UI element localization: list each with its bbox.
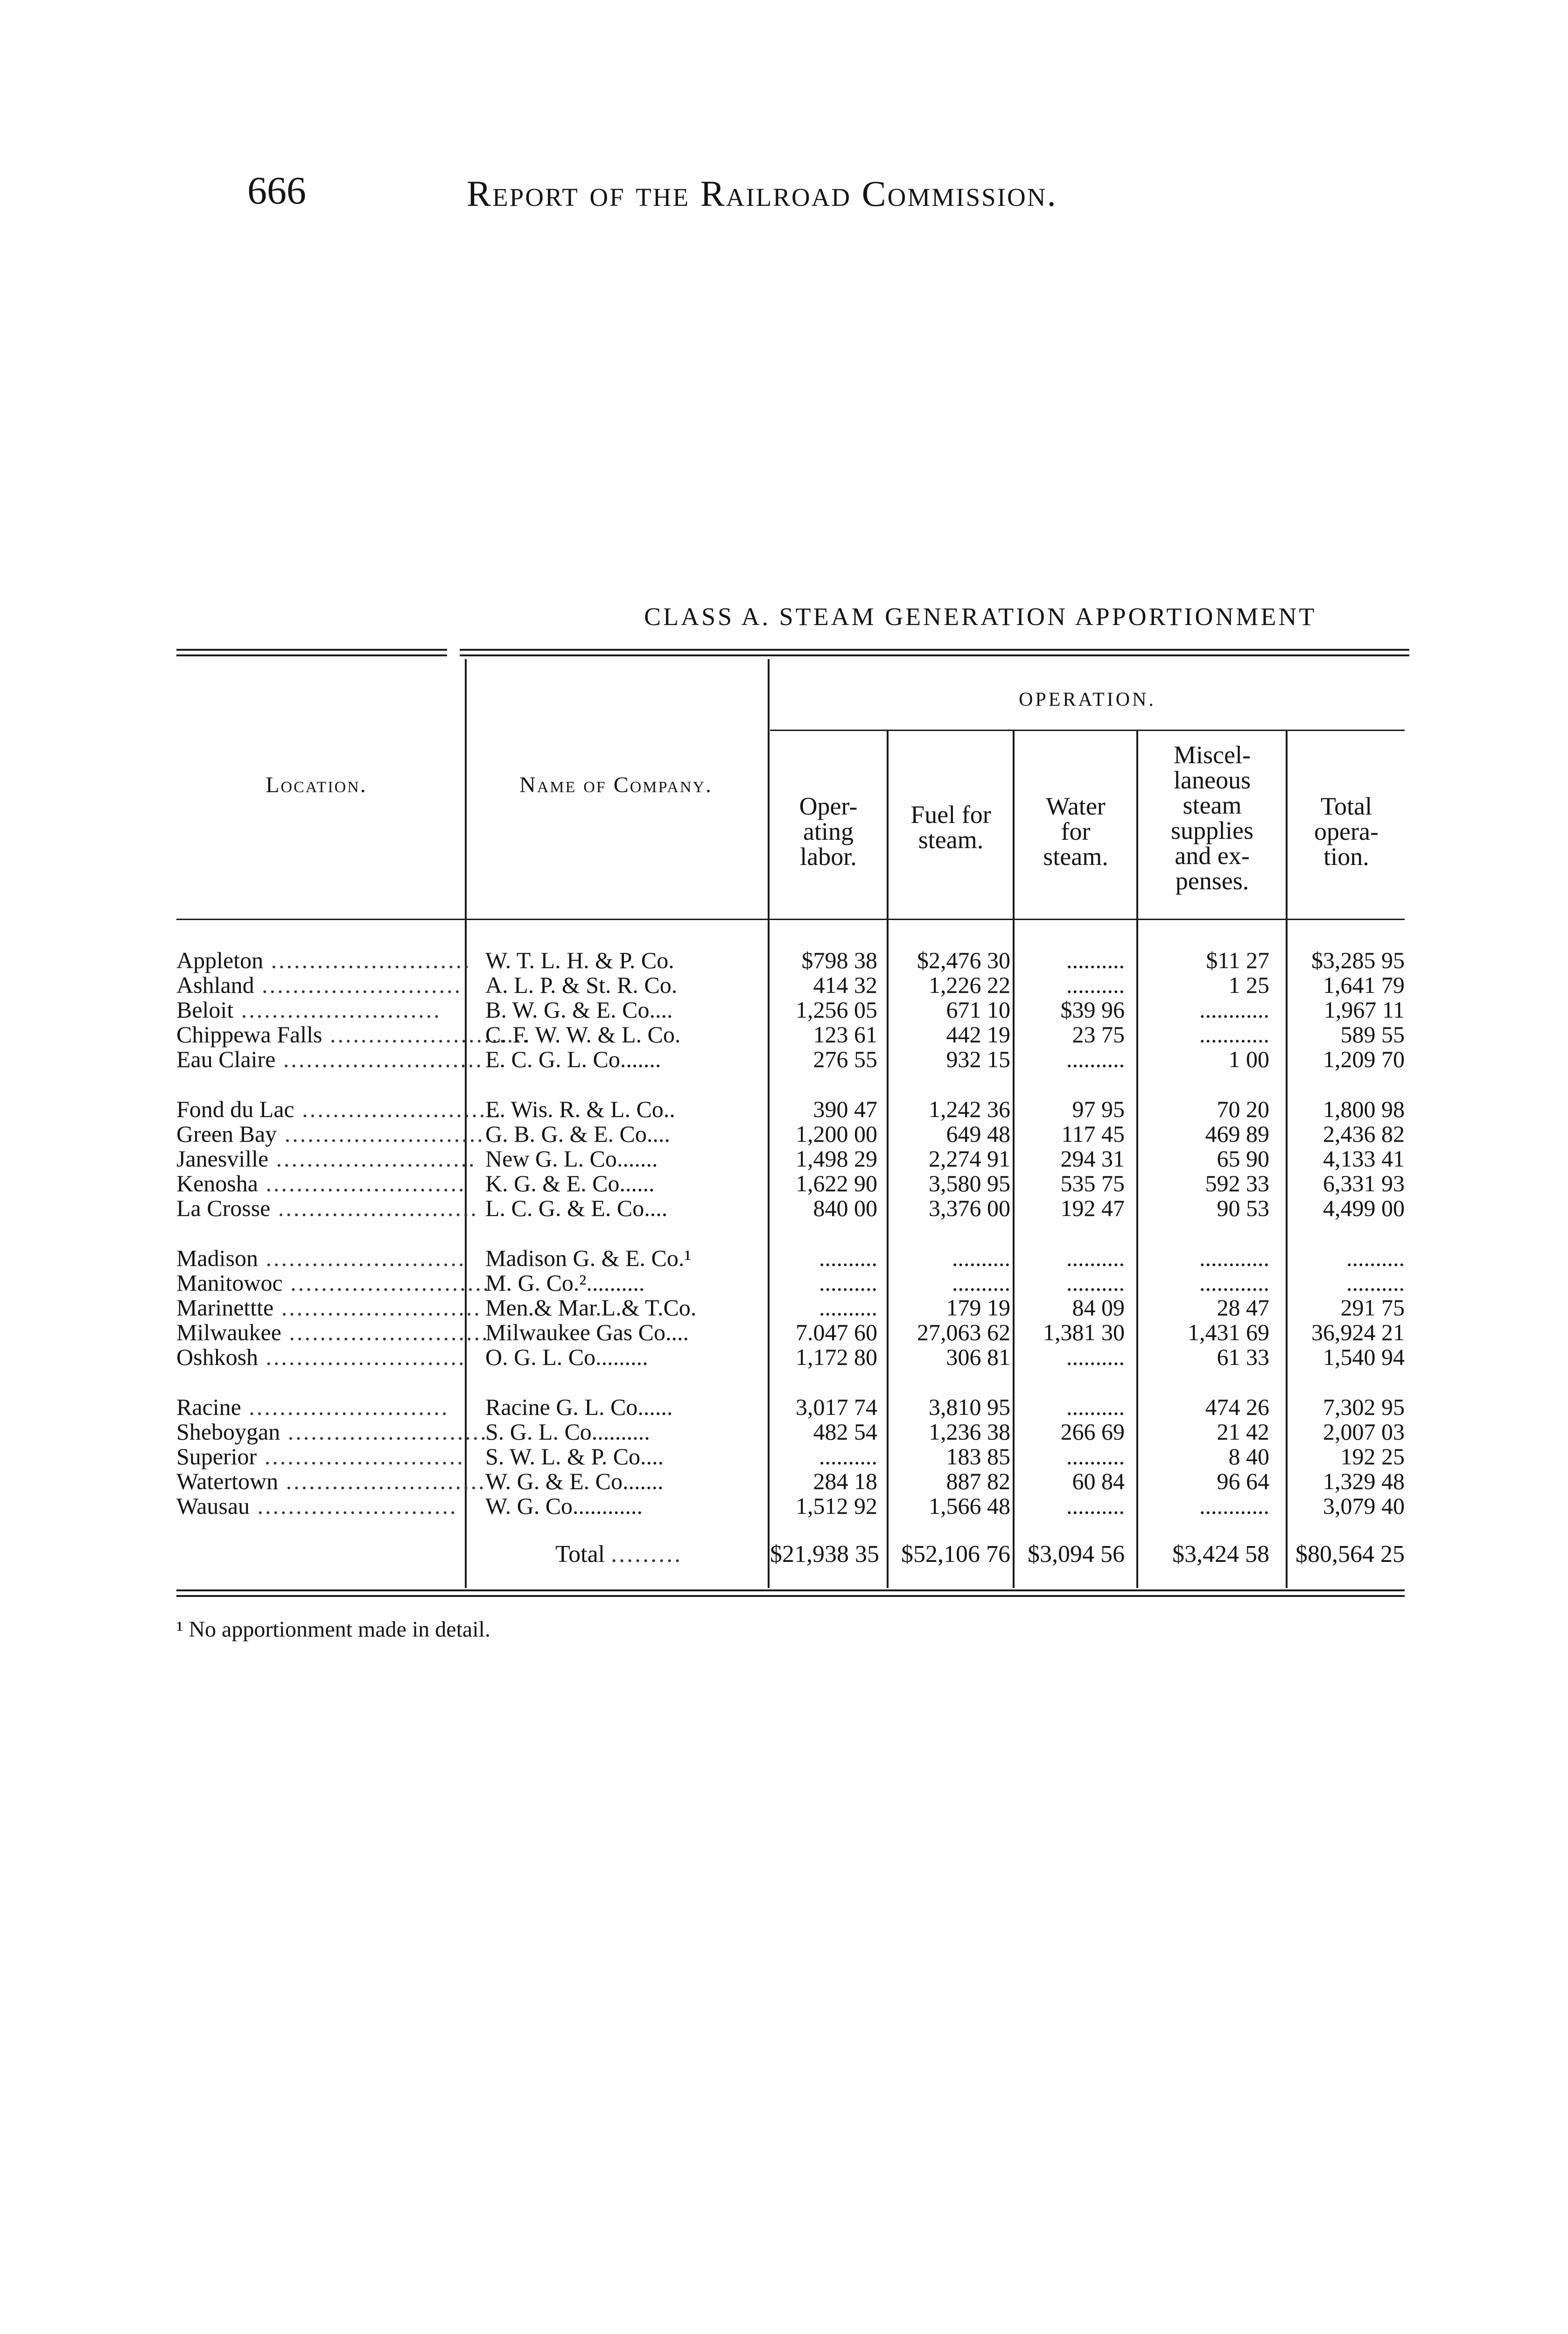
water-cell: 1,381 30 <box>1043 1319 1125 1345</box>
company-cell: C. F. W. W. & L. Co. <box>485 1021 681 1047</box>
location-cell: Manitowoc .......................... <box>176 1270 491 1296</box>
company-cell: A. L. P. & St. R. Co. <box>485 972 678 998</box>
location-cell: Wausau .......................... <box>176 1493 458 1519</box>
water-cell: 266 69 <box>1060 1419 1125 1445</box>
total-rule-left <box>176 1589 1405 1591</box>
location-text: Sheboygan <box>176 1419 280 1445</box>
location-header: Location. <box>266 773 367 797</box>
labor-cell: 3,017 74 <box>796 1394 877 1420</box>
total-cell: 1,209 70 <box>1323 1046 1405 1072</box>
total-cell: 1,800 98 <box>1323 1096 1405 1122</box>
operation-header: OPERATION. <box>1019 689 1156 710</box>
location-text: Manitowoc <box>176 1270 283 1296</box>
water-cell: .......... <box>1066 1245 1125 1271</box>
fuel-cell: 179 19 <box>946 1294 1010 1321</box>
fuel-cell: 1,242 36 <box>929 1096 1010 1122</box>
top-rule <box>176 649 447 651</box>
company-header: Name of Company. <box>519 773 713 797</box>
location-text: Ashland <box>176 972 254 998</box>
col-fuel-header: Fuel for steam. <box>910 801 991 854</box>
water-cell: 192 47 <box>1060 1195 1125 1221</box>
labor-cell: 390 47 <box>813 1096 877 1122</box>
misc-cell: ............ <box>1199 1245 1269 1271</box>
location-text: Appleton <box>176 947 264 973</box>
total-cell: 2,007 03 <box>1323 1419 1405 1445</box>
fuel-cell: 306 81 <box>946 1344 1010 1370</box>
fuel-cell: $2,476 30 <box>917 947 1010 973</box>
company-cell: W. G. Co............ <box>485 1493 643 1519</box>
water-cell: .......... <box>1066 947 1125 973</box>
fuel-cell: 671 10 <box>946 997 1010 1023</box>
total-cell: 192 25 <box>1340 1443 1405 1469</box>
running-title: Report of the Railroad Commission. <box>467 173 1057 214</box>
column-rule <box>768 659 770 1588</box>
water-cell: .......... <box>1066 1443 1125 1469</box>
location-cell: Madison .......................... <box>176 1245 466 1271</box>
company-cell: Men.& Mar.L.& T.Co. <box>485 1294 697 1321</box>
top-rule <box>460 649 1409 651</box>
location-text: Madison <box>176 1245 258 1271</box>
labor-cell: 1,498 29 <box>796 1146 877 1172</box>
labor-cell: 482 54 <box>813 1419 877 1445</box>
total-cell: 6,331 93 <box>1323 1170 1405 1196</box>
water-cell: .......... <box>1066 1493 1125 1519</box>
water-cell: .......... <box>1066 1046 1125 1072</box>
col-labor-header: Oper- ating labor. <box>799 792 858 871</box>
location-text: Green Bay <box>176 1121 277 1147</box>
water-cell: .......... <box>1066 1344 1125 1370</box>
location-cell: La Crosse .......................... <box>176 1195 478 1221</box>
company-cell: M. G. Co.².......... <box>485 1270 645 1296</box>
column-rule <box>1136 731 1138 1588</box>
column-rule <box>887 731 889 1588</box>
misc-cell: 474 26 <box>1205 1394 1269 1420</box>
location-text: Milwaukee <box>176 1319 281 1345</box>
column-rule <box>1013 731 1015 1588</box>
company-cell: Milwaukee Gas Co.... <box>485 1319 689 1345</box>
company-cell: S. W. L. & P. Co.... <box>485 1443 664 1469</box>
water-cell: .......... <box>1066 972 1125 998</box>
location-text: Marinettte <box>176 1294 274 1321</box>
fuel-cell: 1,236 38 <box>929 1419 1010 1445</box>
misc-cell: ............ <box>1199 1270 1269 1296</box>
fuel-cell: 3,810 95 <box>929 1394 1010 1420</box>
water-cell: 23 75 <box>1072 1021 1125 1047</box>
total-label: Total ......... <box>555 1541 683 1568</box>
fuel-cell: 442 19 <box>946 1021 1010 1047</box>
total-cell: .......... <box>1346 1245 1405 1271</box>
fuel-cell: .......... <box>952 1270 1010 1296</box>
total-rule-left <box>176 1595 1405 1597</box>
water-cell: 97 95 <box>1072 1096 1125 1122</box>
location-text: Watertown <box>176 1468 279 1494</box>
operation-rule <box>770 730 1405 731</box>
location-cell: Racine .......................... <box>176 1394 449 1420</box>
column-rule <box>1286 731 1288 1588</box>
location-cell: Watertown .......................... <box>176 1468 486 1494</box>
location-cell: Milwaukee .......................... <box>176 1319 490 1345</box>
water-cell: 294 31 <box>1060 1146 1125 1172</box>
total-cell: 4,499 00 <box>1323 1195 1405 1221</box>
fuel-cell: 649 48 <box>946 1121 1010 1147</box>
company-cell: Madison G. & E. Co.¹ <box>485 1245 692 1271</box>
labor-cell: .......... <box>819 1245 877 1271</box>
total-cell: 2,436 82 <box>1323 1121 1405 1147</box>
company-cell: Racine G. L. Co...... <box>485 1394 673 1420</box>
fuel-cell: 183 85 <box>946 1443 1010 1469</box>
company-cell: G. B. G. & E. Co.... <box>485 1121 670 1147</box>
labor-cell: 276 55 <box>813 1046 877 1072</box>
misc-cell: 28 47 <box>1217 1294 1269 1321</box>
fuel-cell: 887 82 <box>946 1468 1010 1494</box>
labor-cell: 1,200 00 <box>796 1121 877 1147</box>
total-total: $80,564 25 <box>1295 1541 1405 1568</box>
company-cell: E. C. G. L. Co....... <box>485 1046 661 1072</box>
water-cell: .......... <box>1066 1270 1125 1296</box>
total-cell: .......... <box>1346 1270 1405 1296</box>
location-cell: Eau Claire .......................... <box>176 1046 483 1072</box>
location-text: La Crosse <box>176 1195 271 1221</box>
location-cell: Janesville .......................... <box>176 1146 476 1172</box>
header-bottom-rule <box>176 919 1405 920</box>
misc-cell: ............ <box>1199 1493 1269 1519</box>
misc-cell: 70 20 <box>1217 1096 1269 1122</box>
labor-cell: 123 61 <box>813 1021 877 1047</box>
col-water-header: Water for steam. <box>1043 792 1108 871</box>
labor-cell: 1,512 92 <box>796 1493 877 1519</box>
water-cell: 84 09 <box>1072 1294 1125 1321</box>
misc-cell: 65 90 <box>1217 1146 1269 1172</box>
location-cell: Sheboygan .......................... <box>176 1419 488 1445</box>
company-cell: W. G. & E. Co....... <box>485 1468 664 1494</box>
labor-cell: .......... <box>819 1294 877 1321</box>
total-water: $3,094 56 <box>1028 1541 1125 1568</box>
total-cell: 3,079 40 <box>1323 1493 1405 1519</box>
water-cell: 535 75 <box>1060 1170 1125 1196</box>
fuel-cell: 1,566 48 <box>929 1493 1010 1519</box>
total-misc: $3,424 58 <box>1172 1541 1269 1568</box>
fuel-cell: 27,063 62 <box>917 1319 1010 1345</box>
top-rule <box>176 654 447 656</box>
location-cell: Green Bay .......................... <box>176 1121 485 1147</box>
labor-cell: .......... <box>819 1270 877 1296</box>
misc-cell: ............ <box>1199 997 1269 1023</box>
location-text: Racine <box>176 1394 241 1420</box>
total-fuel: $52,106 76 <box>901 1541 1010 1568</box>
company-cell: O. G. L. Co......... <box>485 1344 648 1370</box>
fuel-cell: 932 15 <box>946 1046 1010 1072</box>
fuel-cell: 3,580 95 <box>929 1170 1010 1196</box>
misc-cell: 96 64 <box>1217 1468 1269 1494</box>
top-rule <box>460 654 1409 656</box>
misc-cell: 8 40 <box>1228 1443 1269 1469</box>
misc-cell: $11 27 <box>1206 947 1269 973</box>
misc-cell: 1 25 <box>1228 972 1269 998</box>
location-cell: Ashland .......................... <box>176 972 462 998</box>
total-cell: 1,641 79 <box>1323 972 1405 998</box>
location-text: Wausau <box>176 1493 250 1519</box>
fuel-cell: 1,226 22 <box>929 972 1010 998</box>
total-labor: $21,938 35 <box>770 1541 879 1568</box>
labor-cell: 840 00 <box>813 1195 877 1221</box>
misc-cell: 469 89 <box>1205 1121 1269 1147</box>
location-text: Chippewa Falls <box>176 1021 322 1047</box>
misc-cell: 61 33 <box>1217 1344 1269 1370</box>
misc-cell: 21 42 <box>1217 1419 1269 1445</box>
location-text: Superior <box>176 1443 257 1469</box>
location-text: Janesville <box>176 1146 269 1172</box>
labor-cell: 1,256 05 <box>796 997 877 1023</box>
location-text: Beloit <box>176 997 234 1023</box>
location-cell: Chippewa Falls .......................... <box>176 1021 530 1047</box>
location-cell: Marinettte .......................... <box>176 1294 482 1321</box>
water-cell: .......... <box>1066 1394 1125 1420</box>
labor-cell: .......... <box>819 1443 877 1469</box>
water-cell: 117 45 <box>1061 1121 1125 1147</box>
total-cell: 589 55 <box>1340 1021 1405 1047</box>
total-cell: 36,924 21 <box>1311 1319 1405 1345</box>
total-cell: 1,329 48 <box>1323 1468 1405 1494</box>
col-total-header: Total opera- tion. <box>1314 792 1379 871</box>
company-cell: W. T. L. H. & P. Co. <box>485 947 674 973</box>
col-misc-header: Miscel- laneous steam supplies and ex- penses. <box>1170 741 1253 895</box>
labor-cell: 414 32 <box>813 972 877 998</box>
total-cell: $3,285 95 <box>1311 947 1405 973</box>
misc-cell: ............ <box>1199 1021 1269 1047</box>
labor-cell: 1,622 90 <box>796 1170 877 1196</box>
total-cell: 1,540 94 <box>1323 1344 1405 1370</box>
page-number: 666 <box>247 169 306 212</box>
table-title: CLASS A. STEAM GENERATION APPORTIONMENT <box>644 603 1317 631</box>
location-cell: Oshkosh .......................... <box>176 1344 466 1370</box>
misc-cell: 592 33 <box>1205 1170 1269 1196</box>
water-cell: 60 84 <box>1072 1468 1125 1494</box>
total-cell: 7,302 95 <box>1323 1394 1405 1420</box>
company-cell: K. G. & E. Co...... <box>485 1170 655 1196</box>
location-cell: Superior .......................... <box>176 1443 465 1469</box>
company-cell: B. W. G. & E. Co.... <box>485 997 673 1023</box>
labor-cell: $798 38 <box>801 947 877 973</box>
labor-cell: 7.047 60 <box>796 1319 877 1345</box>
total-cell: 1,967 11 <box>1323 997 1405 1023</box>
location-cell: Beloit .......................... <box>176 997 441 1023</box>
misc-cell: 90 53 <box>1217 1195 1269 1221</box>
company-cell: New G. L. Co....... <box>485 1146 658 1172</box>
fuel-cell: .......... <box>952 1245 1010 1271</box>
total-cell: 291 75 <box>1340 1294 1405 1321</box>
company-cell: S. G. L. Co.......... <box>485 1419 650 1445</box>
location-text: Kenosha <box>176 1170 258 1196</box>
location-cell: Fond du Lac .......................... <box>176 1096 503 1122</box>
company-cell: L. C. G. & E. Co.... <box>485 1195 668 1221</box>
location-text: Oshkosh <box>176 1344 259 1370</box>
total-cell: 4,133 41 <box>1323 1146 1405 1172</box>
company-cell: E. Wis. R. & L. Co.. <box>485 1096 675 1122</box>
location-text: Eau Claire <box>176 1046 276 1072</box>
fuel-cell: 3,376 00 <box>929 1195 1010 1221</box>
misc-cell: 1 00 <box>1228 1046 1269 1072</box>
location-cell: Kenosha .......................... <box>176 1170 466 1196</box>
location-cell: Appleton .......................... <box>176 947 471 973</box>
water-cell: $39 96 <box>1060 997 1125 1023</box>
location-text: Fond du Lac <box>176 1096 294 1122</box>
misc-cell: 1,431 69 <box>1188 1319 1269 1345</box>
footnote: ¹ No apportionment made in detail. <box>176 1617 490 1642</box>
labor-cell: 1,172 80 <box>796 1344 877 1370</box>
fuel-cell: 2,274 91 <box>929 1146 1010 1172</box>
labor-cell: 284 18 <box>813 1468 877 1494</box>
